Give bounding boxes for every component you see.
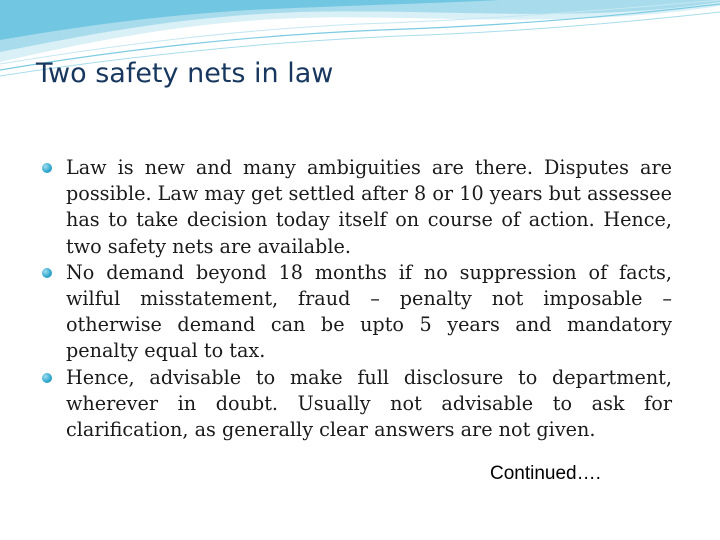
- bullet-text: Law is new and many ambiguities are there. Disputes are possible. Law may get settled after 8 or 10 years but assessee has to take decision today itself on course of action. Hence, two safety nets are available.: [66, 156, 672, 258]
- bullet-item: [42, 155, 672, 260]
- slide-title: Two safety nets in law: [36, 58, 334, 89]
- bullet-text: Hence, advisable to make full disclosure to department, wherever in doubt. Usually not advisable to ask for clarification, as generally clear answers are not given.: [66, 365, 672, 442]
- bullet-dot-icon: [42, 163, 52, 173]
- continued-label: Continued….: [490, 463, 601, 484]
- bullet-item: [42, 365, 672, 444]
- bullet-list: [42, 155, 672, 443]
- bullet-dot-icon: [42, 373, 52, 383]
- bullet-text: No demand beyond 18 months if no suppression of facts, wilful misstatement, fraud – penalty not imposable – otherwise demand can be upto 5 years and mandatory penalty equal to tax.: [66, 260, 672, 363]
- bullet-item: [42, 260, 672, 365]
- bullet-dot-icon: [42, 268, 52, 278]
